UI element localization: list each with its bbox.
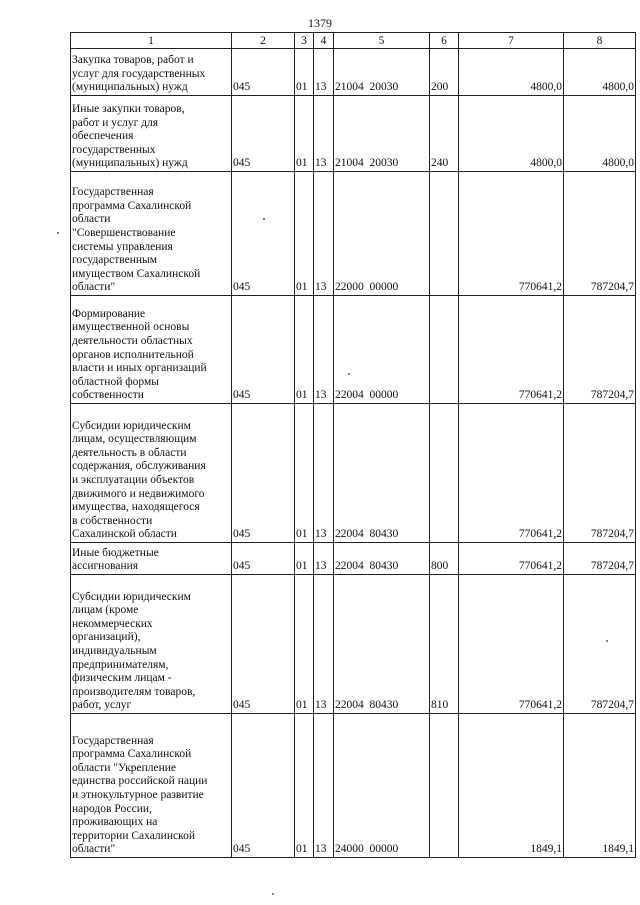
cell-c3: 01: [295, 96, 314, 172]
cell-c3: 01: [295, 714, 314, 858]
cell-c2: 045: [232, 714, 295, 858]
cell-c2: 045: [232, 49, 295, 96]
cell-c4: 13: [314, 404, 334, 543]
scan-speck: [348, 373, 350, 375]
column-header: 2: [232, 33, 295, 49]
scan-speck: [263, 218, 265, 220]
row-name-cell: Иные закупки товаров, работ и услуг для обеспечения государственных (муниципальных) нужд: [71, 96, 232, 172]
cell-c3: 01: [295, 404, 314, 543]
row-name-cell: Субсидии юридическим лицам, осуществляющим деятельность в области содержания, обслуживания и эксплуатации объектов движимого и недвижимого имущества, находящегося в собственности Сахалинской области: [71, 404, 232, 543]
table-row: [71, 96, 636, 172]
cell-c8: 787204,7: [564, 296, 636, 404]
cell-c3: 01: [295, 172, 314, 296]
column-header: 7: [459, 33, 564, 49]
cell-c5: 21004 20030: [334, 96, 430, 172]
cell-c2: 045: [232, 96, 295, 172]
table-row: [71, 575, 636, 714]
cell-c8: 787204,7: [564, 404, 636, 543]
cell-c4: 13: [314, 172, 334, 296]
cell-c6: [430, 404, 459, 543]
cell-c7: 4800,0: [459, 49, 564, 96]
column-header: 3: [295, 33, 314, 49]
cell-c5: 22004 80430: [334, 575, 430, 714]
cell-c6: 810: [430, 575, 459, 714]
cell-c5: 22004 80430: [334, 404, 430, 543]
cell-c2: 045: [232, 404, 295, 543]
budget-table: [70, 32, 636, 858]
cell-c4: 13: [314, 714, 334, 858]
column-header: 4: [314, 33, 334, 49]
cell-c7: 1849,1: [459, 714, 564, 858]
cell-c6: [430, 296, 459, 404]
row-name-cell: Формирование имущественной основы деятельности областных органов исполнительной власти и иных организаций областной формы собственности: [71, 296, 232, 404]
cell-c7: 770641,2: [459, 543, 564, 575]
table-row: [71, 404, 636, 543]
cell-c6: 800: [430, 543, 459, 575]
cell-c5: 22004 80430: [334, 543, 430, 575]
header-row: [71, 33, 636, 49]
table-row: [71, 296, 636, 404]
cell-c5: 22004 00000: [334, 296, 430, 404]
cell-c6: 200: [430, 49, 459, 96]
row-name-cell: Субсидии юридическим лицам (кроме некоммерческих организаций), индивидуальным предпринимателям, физическим лицам - производителям товаров, работ, услуг: [71, 575, 232, 714]
cell-c4: 13: [314, 296, 334, 404]
table-row: [71, 543, 636, 575]
scan-speck: [606, 640, 608, 642]
row-name-cell: Закупка товаров, работ и услуг для государственных (муниципальных) нужд: [71, 49, 232, 96]
cell-c8: 1849,1: [564, 714, 636, 858]
cell-c7: 770641,2: [459, 296, 564, 404]
cell-c8: 787204,7: [564, 172, 636, 296]
scan-speck: [57, 232, 59, 234]
table-body: [71, 49, 636, 858]
cell-c4: 13: [314, 49, 334, 96]
cell-c6: [430, 714, 459, 858]
row-name-cell: Государственная программа Сахалинской области "Укрепление единства российской нации и этнокультурное развитие народов России, проживающих на территории Сахалинской области": [71, 714, 232, 858]
table-row: [71, 714, 636, 858]
cell-c2: 045: [232, 172, 295, 296]
row-name-cell: Иные бюджетные ассигнования: [71, 543, 232, 575]
cell-c4: 13: [314, 575, 334, 714]
cell-c3: 01: [295, 543, 314, 575]
column-header: 8: [564, 33, 636, 49]
scan-speck: [272, 893, 274, 895]
cell-c7: 770641,2: [459, 172, 564, 296]
page-number: 1379: [308, 16, 332, 30]
cell-c8: 787204,7: [564, 575, 636, 714]
cell-c8: 787204,7: [564, 543, 636, 575]
cell-c2: 045: [232, 543, 295, 575]
cell-c7: 4800,0: [459, 96, 564, 172]
cell-c3: 01: [295, 575, 314, 714]
cell-c4: 13: [314, 96, 334, 172]
column-header: 1: [71, 33, 232, 49]
cell-c5: 21004 20030: [334, 49, 430, 96]
row-name-cell: Государственная программа Сахалинской области "Совершенствование системы управления государственным имуществом Сахалинской области": [71, 172, 232, 296]
cell-c8: 4800,0: [564, 96, 636, 172]
cell-c2: 045: [232, 296, 295, 404]
column-header: 6: [430, 33, 459, 49]
cell-c7: 770641,2: [459, 404, 564, 543]
cell-c8: 4800,0: [564, 49, 636, 96]
cell-c3: 01: [295, 296, 314, 404]
column-header: 5: [334, 33, 430, 49]
cell-c5: 22000 00000: [334, 172, 430, 296]
cell-c4: 13: [314, 543, 334, 575]
cell-c2: 045: [232, 575, 295, 714]
cell-c5: 24000 00000: [334, 714, 430, 858]
table-row: [71, 49, 636, 96]
cell-c6: [430, 172, 459, 296]
cell-c3: 01: [295, 49, 314, 96]
cell-c7: 770641,2: [459, 575, 564, 714]
cell-c6: 240: [430, 96, 459, 172]
table-row: [71, 172, 636, 296]
